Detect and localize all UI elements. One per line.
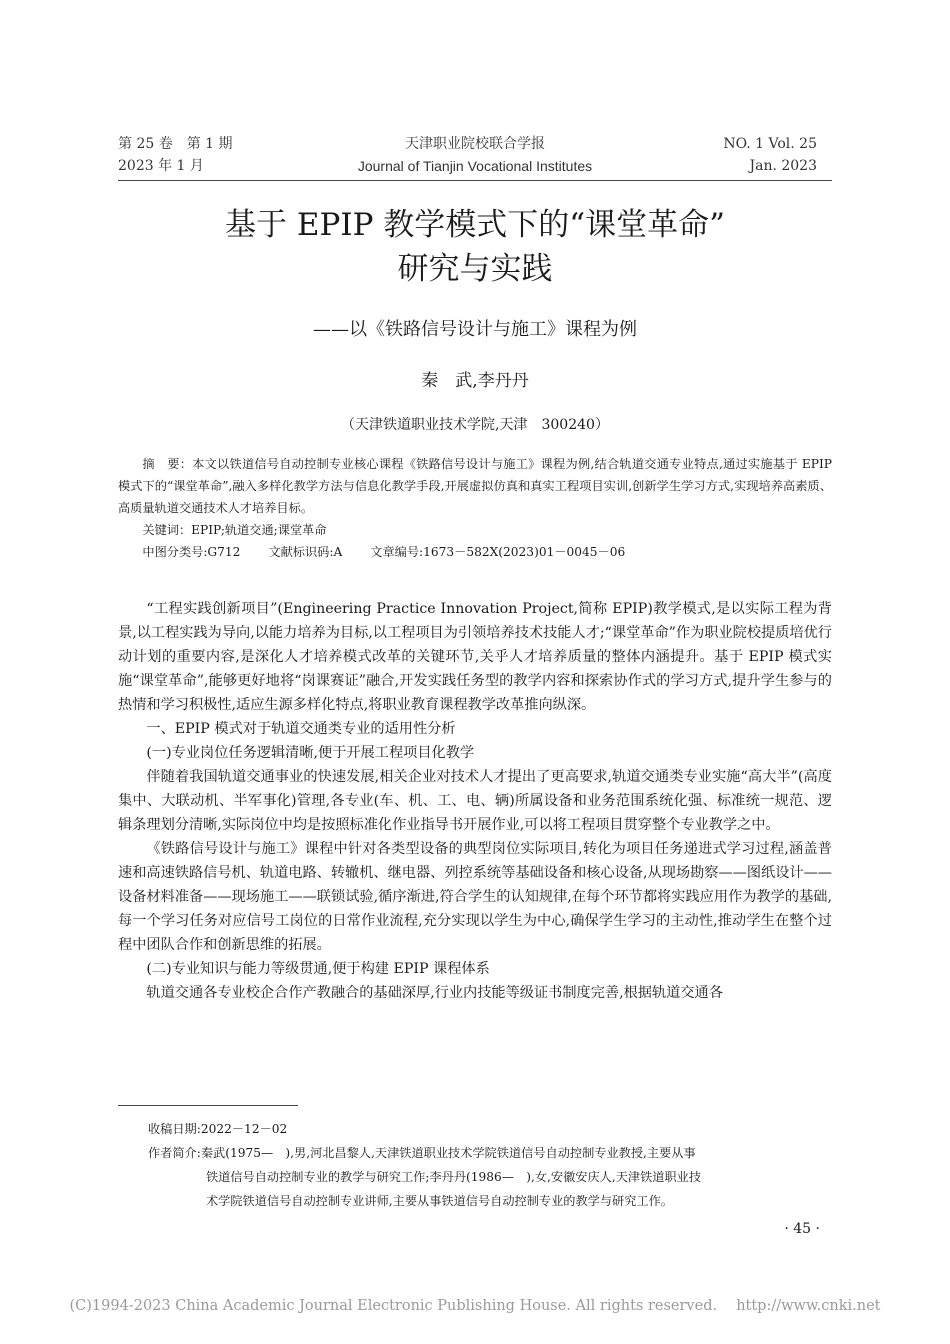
body-text xyxy=(118,597,832,1005)
article-number: 文章编号:1673－582X(2023)01－0045－06 xyxy=(370,545,626,559)
classification-line xyxy=(118,541,832,563)
header-date-en: Jan. 2023 xyxy=(749,158,817,174)
clc-code: 中图分类号:G712 xyxy=(142,545,241,559)
doc-code: 文献标识码:A xyxy=(268,545,343,559)
subsection-heading-1-1: (一)专业岗位任务逻辑清晰,便于开展工程项目化教学 xyxy=(146,745,475,761)
header-divider xyxy=(118,180,832,181)
body-paragraph-2: 伴随着我国轨道交通事业的快速发展,相关企业对技术人才提出了更高要求,轨道交通类专业实施“高大半”(高度集中、大联动机、半军事化)管理,各专业(车、机、工、电、辆)所属设备和业务范围系统化强、标准统一规范、逻辑条理划分清晰,实际岗位中均是按照标准化作业指导书开展作业,可以将工程项目贯穿整个专业教学之中。 xyxy=(118,769,832,833)
header-journal-cn: 天津职业院校联合学报 xyxy=(405,136,545,152)
subsection-heading-1-2: (二)专业知识与能力等级贯通,便于构建 EPIP 课程体系 xyxy=(146,961,490,977)
author-bio-line-3: 术学院铁道信号自动控制专业讲师,主要从事铁道信号自动控制专业的教学与研究工作。 xyxy=(206,1194,673,1208)
abstract-text: 本文以铁道信号自动控制专业核心课程《铁路信号设计与施工》课程为例,结合轨道交通专业特点,通过实施基于 EPIP 模式下的“课堂革命”,融入多样化教学方法与信息化教学手段,开展虚拟仿真和真实工程项目实训,创新学生学习方式,实现培养高素质、高质量轨道交通技术人才培养目标。 xyxy=(118,457,833,515)
header-journal-en: Journal of Tianjin Vocational Institutes xyxy=(357,158,593,174)
author-bio-line-1: 作者简介:秦武(1975— ),男,河北昌黎人,天津铁道职业技术学院铁道信号自动控制专业教授,主要从事 xyxy=(148,1146,696,1160)
title-line-2: 研究与实践 xyxy=(397,251,553,287)
abstract-paragraph xyxy=(118,453,832,519)
body-paragraph-1: “工程实践创新项目”(Engineering Practice Innovation Project,简称 EPIP)教学模式,是以实际工程为背景,以工程实践为导向,以能力培养为目标,以工程项目为引领培养技术技能人才;“课堂革命”作为职业院校提质培优行动计划的重要内容,是深化人才培养模式改革的关键环节,关乎人才培养质量的整体内涵提升。基于 EPIP 模式实施“课堂革命”,能够更好地将“岗课赛证”融合,开发实践任务型的教学内容和探索协作式的学习方式,提升学生参与的热情和学习积极性,适应生源多样化特点,将职业教育课程教学改革推向纵深。 xyxy=(118,601,832,713)
keywords-line xyxy=(118,519,832,541)
title-line-1: 基于 EPIP 教学模式下的“课堂革命” xyxy=(225,207,725,243)
body-paragraph-3: 《铁路信号设计与施工》课程中针对各类型设备的典型岗位实际项目,转化为项目任务递进式学习过程,涵盖普速和高速铁路信号机、轨道电路、转辙机、继电器、列控系统等基础设备和核心设备,从现场勘察——图纸设计——设备材料准备——现场施工——联锁试验,循序渐进,符合学生的认知规律,在每个环节都将实践应用作为教学的基础,每一个学习任务对应信号工岗位的日常作业流程,充分实现以学生为中心,确保学生学习的主动性,推动学生在整个过程中团队合作和创新思维的拓展。 xyxy=(118,841,832,953)
received-date: 收稿日期:2022－12－02 xyxy=(148,1122,288,1136)
page-number: · 45 · xyxy=(784,1221,820,1237)
header-issue-en: NO. 1 Vol. 25 xyxy=(723,136,817,152)
body-paragraph-4: 轨道交通各专业校企合作产教融合的基础深厚,行业内技能等级证书制度完善,根据轨道交通各 xyxy=(146,985,723,1001)
article-title xyxy=(0,203,950,291)
author-bio-line-2: 铁道信号自动控制专业的教学与研究工作;李丹丹(1986— ),女,安徽安庆人,天津铁道职业技 xyxy=(206,1170,702,1184)
article-authors: 秦 武,李丹丹 xyxy=(421,371,529,391)
article-affiliation: （天津铁道职业技术学院,天津 300240） xyxy=(341,417,609,433)
keywords-label: 关键词： xyxy=(142,523,192,537)
footnote-block xyxy=(148,1117,808,1213)
section-heading-1: 一、EPIP 模式对于轨道交通类专业的适用性分析 xyxy=(146,721,456,737)
abstract-label: 摘 要： xyxy=(142,457,193,471)
header-volume-issue: 第 25 卷 第 1 期 xyxy=(118,136,233,152)
header-issue-block xyxy=(723,133,817,177)
article-subtitle: ——以《铁路信号设计与施工》课程为例 xyxy=(313,319,637,340)
abstract-block xyxy=(118,453,832,563)
header-date-cn: 2023 年 1 月 xyxy=(118,158,204,174)
copyright-watermark: (C)1994-2023 China Academic Journal Electronic Publishing House. All rights reserved. http://www.cnki.net xyxy=(69,1298,881,1314)
footnote-divider xyxy=(118,1105,298,1106)
keywords-text: EPIP;轨道交通;课堂革命 xyxy=(191,523,327,537)
